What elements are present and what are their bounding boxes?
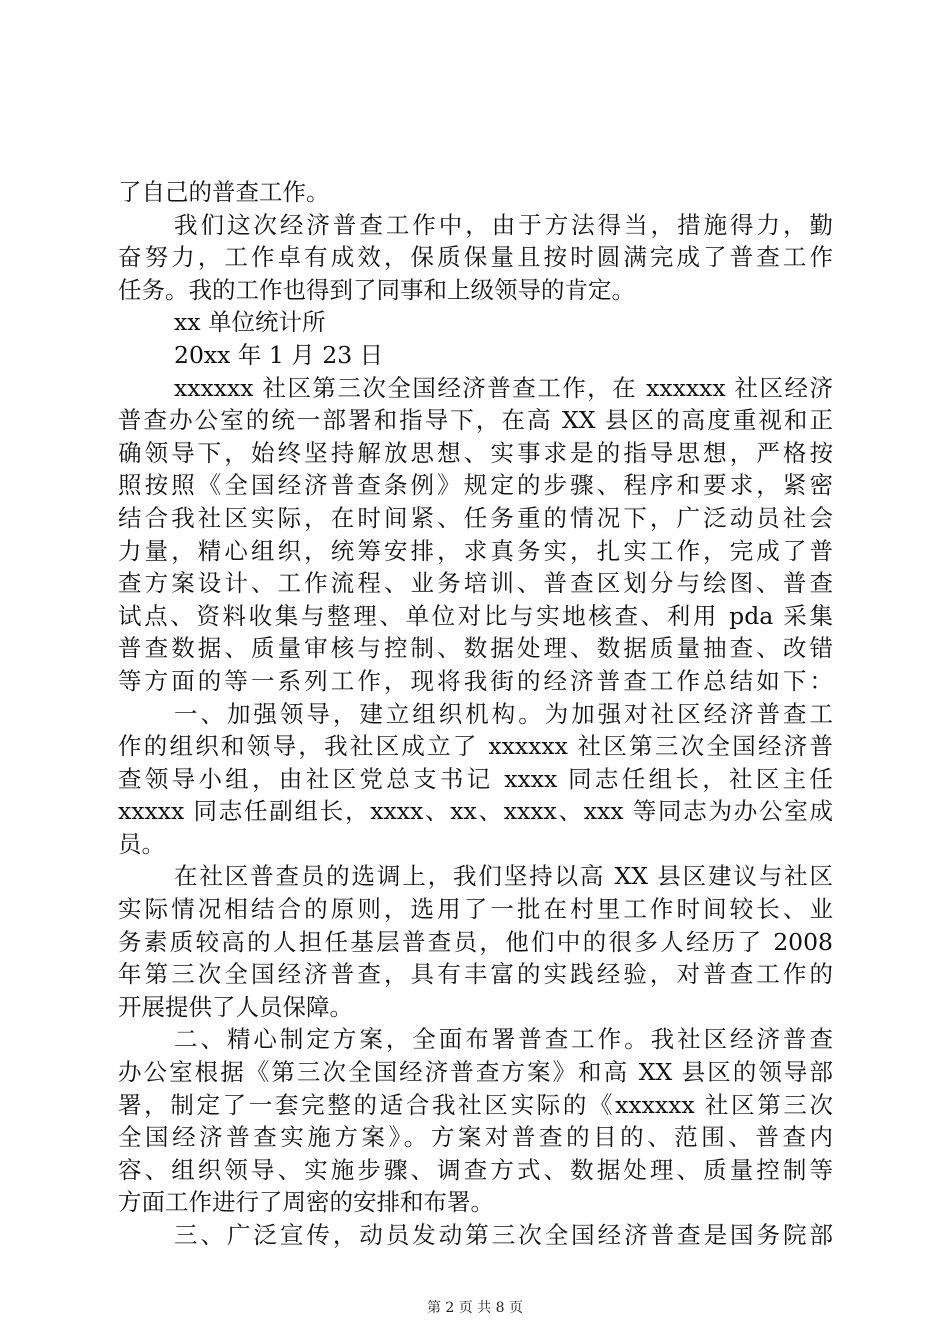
text-line: xxxxx 同志任副组长，xxxx、xx、xxxx、xxx 等同志为办公室成 [118, 797, 833, 826]
text-line: xxxxxx 社区第三次全国经济普查工作，在 xxxxxx 社区经济 [174, 373, 833, 402]
document-body [118, 176, 833, 1252]
text-line: 结合我社区实际，在时间紧、任务重的情况下，广泛动员社会 [118, 503, 833, 532]
text-line: 三、广泛宣传，动员发动第三次全国经济普查是国务院部 [174, 1221, 833, 1249]
page-number-footer: 第 2 页 共 8 页 [426, 1300, 524, 1316]
signature-organization: xx 单位统计所 [174, 308, 326, 337]
text-line: 查领导小组，由社区党总支书记 xxxx 同志任组长，社区主任 [118, 764, 833, 793]
text-line: 办公室根据《第三次全国经济普查方案》和高 XX 县区的领导部 [118, 1058, 833, 1087]
text-line: 照按照《全国经济普查条例》规定的步骤、程序和要求，紧密 [118, 471, 833, 500]
text-line: 方面工作进行了周密的安排和布署。 [118, 1188, 494, 1217]
text-line: 实际情况相结合的原则，选用了一批在村里工作时间较长、业 [118, 895, 833, 924]
text-line: 在社区普查员的选调上，我们坚持以高 XX 县区建议与社区 [174, 862, 833, 891]
text-line: 务素质较高的人担任基层普查员，他们中的很多人经历了 2008 [118, 927, 833, 956]
text-line: 我们这次经济普查工作中，由于方法得当，措施得力，勤 [174, 210, 833, 239]
text-line: 力量，精心组织，统筹安排，求真务实，扎实工作，完成了普 [118, 536, 833, 565]
text-line: 全国经济普查实施方案》。方案对普查的目的、范围、普查内 [118, 1123, 833, 1152]
text-line: 等方面的等一系列工作，现将我街的经济普查工作总结如下： [118, 666, 833, 695]
text-line: 了自己的普查工作。 [118, 178, 330, 206]
text-line: 作的组织和领导，我社区成立了 xxxxxx 社区第三次全国经济普 [118, 732, 833, 761]
text-line: 署，制定了一套完整的适合我社区实际的《xxxxxx 社区第三次 [118, 1090, 833, 1119]
signature-date: 20xx 年 1 月 23 日 [174, 340, 384, 369]
text-line: 开展提供了人员保障。 [118, 992, 353, 1021]
text-line: 任务。我的工作也得到了同事和上级领导的肯定。 [118, 275, 635, 304]
text-line: 普查办公室的统一部署和指导下，在高 XX 县区的高度重视和正 [118, 406, 833, 435]
text-line: 普查数据、质量审核与控制、数据处理、数据质量抽查、改错 [118, 634, 833, 663]
text-line: 一、加强领导，建立组织机构。为加强对社区经济普查工 [174, 699, 833, 728]
text-line: 奋努力，工作卓有成效，保质保量且按时圆满完成了普查工作 [118, 243, 833, 272]
text-line: 确领导下，始终坚持解放思想、实事求是的指导思想，严格按 [118, 438, 833, 467]
text-line: 试点、资料收集与整理、单位对比与实地核查、利用 pda 采集 [118, 601, 833, 630]
text-line: 员。 [118, 829, 165, 858]
text-line: 年第三次全国经济普查，具有丰富的实践经验，对普查工作的 [118, 960, 833, 989]
text-line: 二、精心制定方案，全面布署普查工作。我社区经济普查 [174, 1025, 833, 1054]
text-line: 容、组织领导、实施步骤、调查方式、数据处理、质量控制等 [118, 1155, 833, 1184]
text-line: 查方案设计、工作流程、业务培训、普查区划分与绘图、普查 [118, 569, 833, 598]
